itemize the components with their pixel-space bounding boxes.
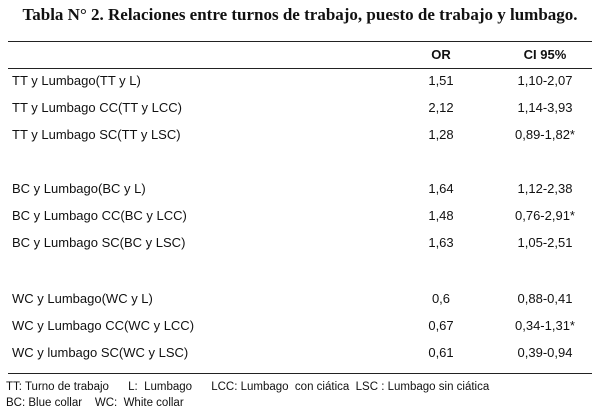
row-label: TT y Lumbago CC(TT y LCC) — [12, 100, 183, 115]
table-top-rule — [8, 41, 592, 42]
row-or: 0,6 — [431, 291, 451, 306]
row-or: 1,48 — [428, 208, 454, 223]
row-or: 1,51 — [428, 73, 454, 88]
row-or: 0,67 — [428, 318, 454, 333]
row-label: TT y Lumbago SC(TT y LSC) — [12, 127, 181, 142]
row-label: BC y Lumbago CC(BC y LCC) — [12, 208, 187, 223]
header-rule — [8, 68, 592, 69]
row-or: 0,61 — [428, 345, 454, 360]
footnote-abbreviations-2: BC: Blue collar WC: White collar — [6, 397, 184, 409]
row-ci: 0,39-0,94 — [517, 345, 573, 360]
row-ci: 0,76-2,91* — [515, 208, 575, 223]
row-or: 1,64 — [428, 181, 454, 196]
row-or: 1,28 — [428, 127, 454, 142]
row-label: TT y Lumbago(TT y L) — [12, 73, 141, 88]
row-ci: 1,10-2,07 — [517, 73, 573, 88]
row-or: 1,63 — [428, 235, 454, 250]
row-label: BC y Lumbago SC(BC y LSC) — [12, 235, 186, 250]
row-or: 2,12 — [428, 100, 454, 115]
row-label: BC y Lumbago(BC y L) — [12, 181, 146, 196]
header-or: OR — [431, 47, 451, 62]
row-label: WC y Lumbago(WC y L) — [12, 291, 153, 306]
footnote-abbreviations-1: TT: Turno de trabajo L: Lumbago LCC: Lumbago con ciática LSC : Lumbago sin ciática — [6, 381, 490, 393]
row-ci: 1,14-3,93 — [517, 100, 573, 115]
table-title: Tabla N° 2. Relaciones entre turnos de trabajo, puesto de trabajo y lumbago. — [22, 5, 578, 24]
header-ci: CI 95% — [523, 47, 567, 62]
row-ci: 0,89-1,82* — [515, 127, 575, 142]
row-ci: 0,88-0,41 — [517, 291, 573, 306]
row-label: WC y Lumbago CC(WC y LCC) — [12, 318, 195, 333]
table-bottom-rule — [8, 373, 592, 374]
row-ci: 1,05-2,51 — [517, 235, 573, 250]
row-ci: 0,34-1,31* — [515, 318, 575, 333]
row-label: WC y lumbago SC(WC y LSC) — [12, 345, 189, 360]
row-ci: 1,12-2,38 — [517, 181, 573, 196]
